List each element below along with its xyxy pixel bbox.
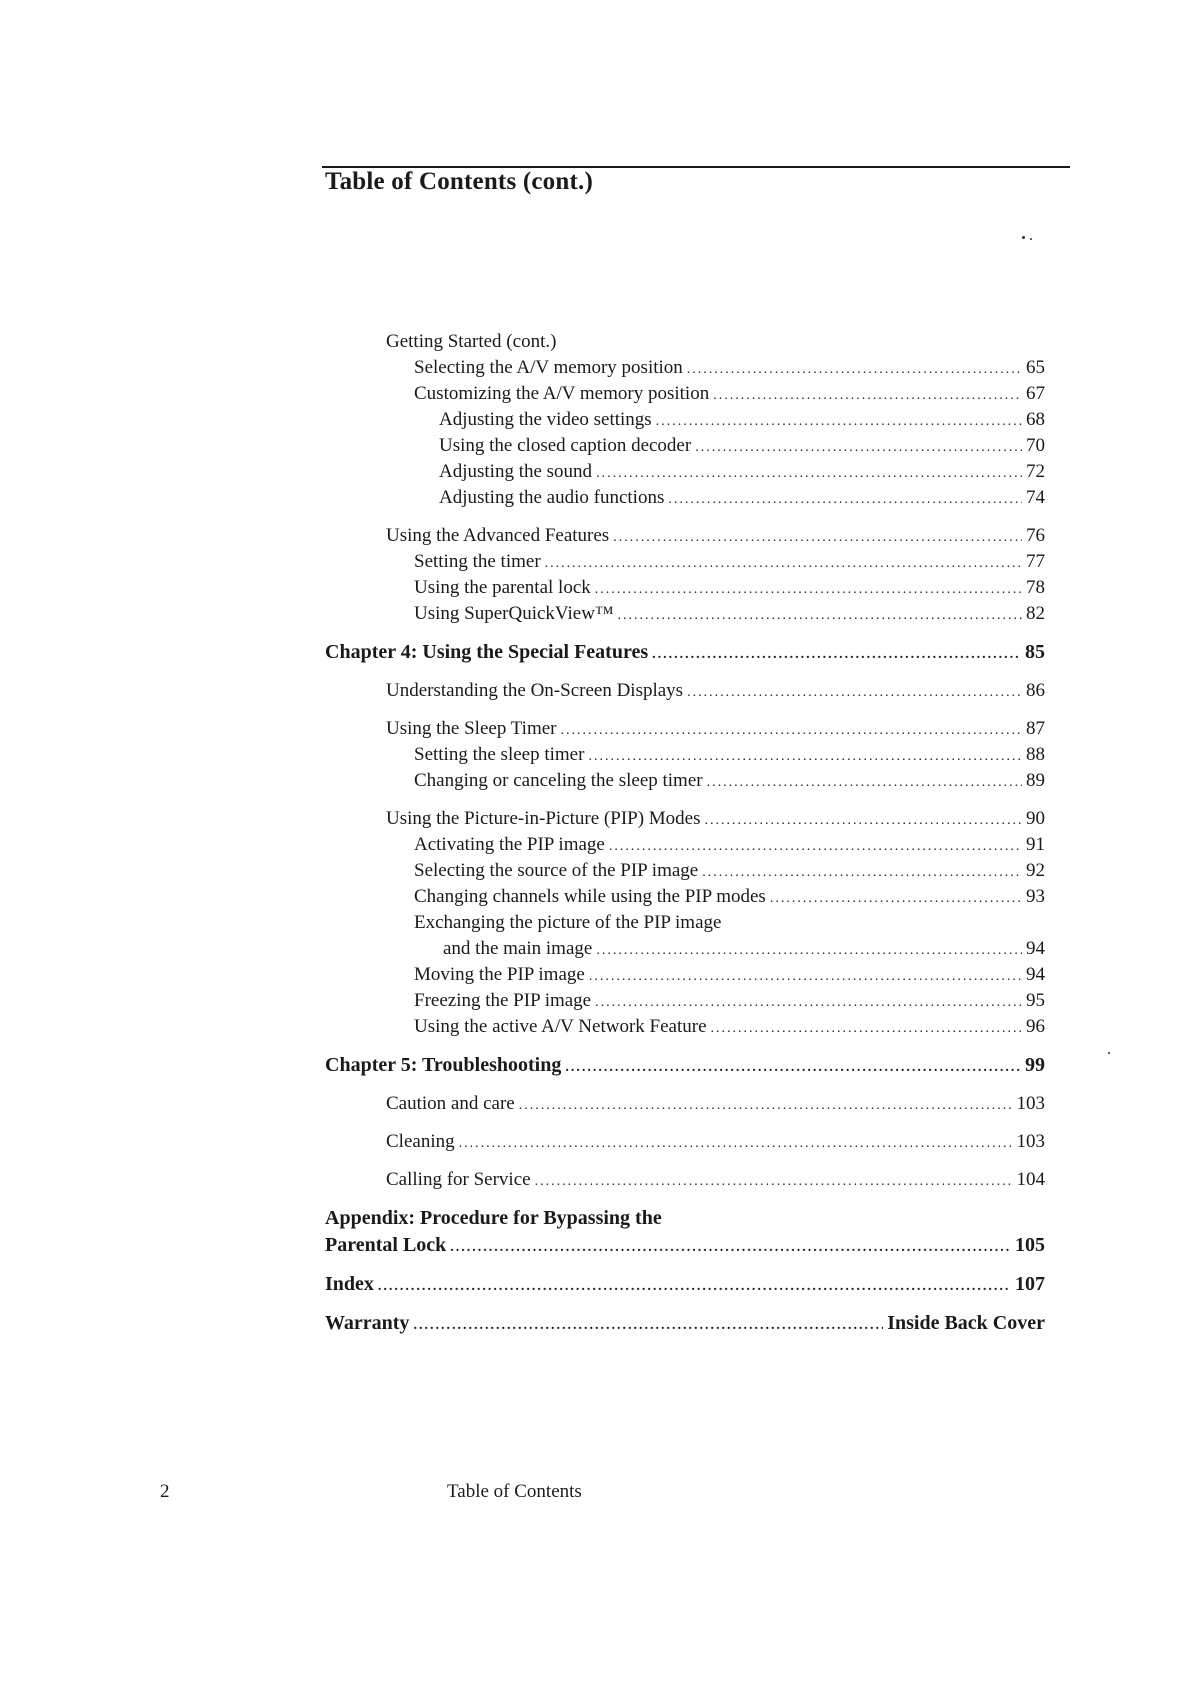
toc-entry-page: 105	[1015, 1234, 1045, 1256]
toc-entry-label: Setting the sleep timer	[414, 744, 585, 765]
toc-entry	[325, 885, 1045, 911]
toc-leader-dots	[711, 1017, 1023, 1041]
toc-entry-page: 70	[1026, 435, 1045, 456]
toc-entry-label: Using the Picture-in-Picture (PIP) Modes	[386, 808, 701, 829]
toc-entry-label: Chapter 4: Using the Special Features	[325, 641, 649, 663]
footer-section-title: Table of Contents	[447, 1481, 582, 1502]
toc-leader-dots	[770, 887, 1022, 911]
toc-entry	[325, 356, 1045, 382]
toc-leader-dots	[595, 991, 1022, 1015]
toc-entry-label: Using the Advanced Features	[386, 525, 610, 546]
toc-leader-dots	[565, 1056, 1021, 1080]
toc-entry	[325, 717, 1045, 743]
toc-entry	[325, 859, 1045, 885]
toc-entry	[325, 434, 1045, 460]
toc-leader-dots	[705, 809, 1022, 833]
toc-entry	[325, 937, 1045, 963]
toc-entry-page: 86	[1026, 680, 1045, 701]
toc-entry-label: Understanding the On-Screen Displays	[386, 680, 684, 701]
toc-entry-page: 88	[1026, 744, 1045, 765]
toc-leader-dots	[668, 488, 1022, 512]
toc-entry	[325, 989, 1045, 1015]
toc-entry	[325, 833, 1045, 859]
toc-entry-page: 94	[1026, 938, 1045, 959]
toc-entry	[325, 382, 1045, 408]
toc-entry-label: Freezing the PIP image	[414, 990, 592, 1011]
toc-entry	[325, 1233, 1045, 1260]
toc-entry	[325, 460, 1045, 486]
toc-entry-label: Moving the PIP image	[414, 964, 585, 985]
toc-entry-page: 96	[1026, 1016, 1045, 1037]
toc-leader-dots	[609, 835, 1022, 859]
page-title: Table of Contents (cont.)	[325, 168, 593, 195]
toc-list	[325, 330, 1045, 1338]
toc-entry	[325, 807, 1045, 833]
toc-leader-dots	[596, 939, 1022, 963]
toc-entry	[325, 769, 1045, 795]
toc-entry-page: 94	[1026, 964, 1045, 985]
toc-entry-page: 93	[1026, 886, 1045, 907]
toc-entry-label: Setting the timer	[414, 551, 541, 572]
toc-entry	[325, 576, 1045, 602]
toc-entry-page: 82	[1026, 603, 1045, 624]
toc-leader-dots	[713, 384, 1022, 408]
toc-entry-label: Cleaning	[386, 1131, 455, 1152]
toc-entry	[325, 1206, 1045, 1233]
toc-leader-dots	[618, 604, 1022, 628]
toc-entry-page: 107	[1015, 1273, 1045, 1295]
toc-entry-page: 89	[1026, 770, 1045, 791]
toc-entry-label: Using the parental lock	[414, 577, 591, 598]
toc-leader-dots	[707, 771, 1022, 795]
toc-leader-dots	[459, 1132, 1013, 1156]
toc-entry-page: 103	[1016, 1093, 1045, 1114]
toc-entry-page: 65	[1026, 357, 1045, 378]
toc-entry	[325, 1053, 1045, 1080]
toc-entry	[325, 679, 1045, 705]
toc-entry-label: Using the closed caption decoder	[439, 435, 692, 456]
toc-leader-dots	[613, 526, 1022, 550]
toc-entry-page: 68	[1026, 409, 1045, 430]
toc-entry	[325, 1092, 1045, 1118]
toc-entry-label: Adjusting the audio functions	[439, 487, 665, 508]
toc-entry	[325, 408, 1045, 434]
toc-entry-label: Chapter 5: Troubleshooting	[325, 1054, 562, 1076]
toc-leader-dots	[687, 681, 1022, 705]
toc-entry-label: Exchanging the picture of the PIP image	[414, 912, 722, 933]
toc-leader-dots	[652, 643, 1021, 667]
toc-entry-page: 77	[1026, 551, 1045, 572]
toc-entry-page: 91	[1026, 834, 1045, 855]
toc-leader-dots	[702, 861, 1022, 885]
toc-leader-dots	[687, 358, 1022, 382]
toc-entry-label: Using the active A/V Network Feature	[414, 1016, 707, 1037]
toc-entry	[325, 1168, 1045, 1194]
toc-entry	[325, 640, 1045, 667]
toc-entry	[325, 550, 1045, 576]
scan-speck	[1030, 238, 1032, 240]
toc-entry	[325, 1272, 1045, 1299]
toc-entry-label: and the main image	[443, 938, 593, 959]
toc-entry-label: Index	[325, 1273, 374, 1295]
toc-leader-dots	[450, 1236, 1011, 1260]
toc-entry-page: 92	[1026, 860, 1045, 881]
toc-entry-label: Adjusting the video settings	[439, 409, 652, 430]
toc-entry-page: 76	[1026, 525, 1045, 546]
toc-entry-label: Using SuperQuickView™	[414, 603, 614, 624]
toc-entry-label: Selecting the source of the PIP image	[414, 860, 699, 881]
toc-leader-dots	[588, 745, 1022, 769]
toc-entry-label: Customizing the A/V memory position	[414, 383, 710, 404]
toc-entry-label: Parental Lock	[325, 1234, 447, 1256]
toc-leader-dots	[535, 1170, 1013, 1194]
toc-entry-label: Selecting the A/V memory position	[414, 357, 683, 378]
toc-entry-page: 87	[1026, 718, 1045, 739]
toc-entry-label: Changing channels while using the PIP modes	[414, 886, 766, 907]
toc-leader-dots	[519, 1094, 1013, 1118]
toc-entry-label: Caution and care	[386, 1093, 515, 1114]
toc-leader-dots	[560, 719, 1022, 743]
toc-entry-page: 95	[1026, 990, 1045, 1011]
toc-entry	[325, 1311, 1045, 1338]
toc-entry	[325, 1130, 1045, 1156]
toc-leader-dots	[695, 436, 1022, 460]
toc-entry	[325, 911, 1045, 937]
toc-entry-page: 85	[1025, 641, 1045, 663]
toc-entry-label: Warranty	[325, 1312, 410, 1334]
toc-leader-dots	[596, 462, 1022, 486]
toc-entry-label: Getting Started (cont.)	[386, 331, 557, 352]
footer-page-number: 2	[160, 1481, 170, 1502]
toc-entry-page: 74	[1026, 487, 1045, 508]
toc-entry	[325, 602, 1045, 628]
toc-entry-label: Calling for Service	[386, 1169, 531, 1190]
toc-entry-label: Activating the PIP image	[414, 834, 605, 855]
toc-entry	[325, 524, 1045, 550]
toc-leader-dots	[378, 1275, 1011, 1299]
toc-entry-page: 103	[1016, 1131, 1045, 1152]
toc-entry	[325, 963, 1045, 989]
toc-entry-page: 90	[1026, 808, 1045, 829]
toc-entry-label: Adjusting the sound	[439, 461, 593, 482]
toc-entry-page: 67	[1026, 383, 1045, 404]
toc-entry-label: Appendix: Procedure for Bypassing the	[325, 1207, 662, 1229]
toc-entry-page: 104	[1016, 1169, 1045, 1190]
scan-speck	[1108, 1052, 1110, 1054]
toc-entry-label: Using the Sleep Timer	[386, 718, 557, 739]
scan-speck	[1022, 236, 1025, 239]
toc-leader-dots	[413, 1314, 883, 1338]
toc-entry	[325, 743, 1045, 769]
toc-leader-dots	[545, 552, 1022, 576]
toc-entry-page: 72	[1026, 461, 1045, 482]
toc-entry-page: 78	[1026, 577, 1045, 598]
toc-entry-page: 99	[1025, 1054, 1045, 1076]
toc-leader-dots	[589, 965, 1022, 989]
toc-entry	[325, 486, 1045, 512]
toc-entry-label: Changing or canceling the sleep timer	[414, 770, 703, 791]
toc-leader-dots	[595, 578, 1022, 602]
toc-entry	[325, 330, 1045, 356]
toc-leader-dots	[656, 410, 1022, 434]
toc-entry	[325, 1015, 1045, 1041]
toc-entry-page: Inside Back Cover	[887, 1312, 1045, 1334]
